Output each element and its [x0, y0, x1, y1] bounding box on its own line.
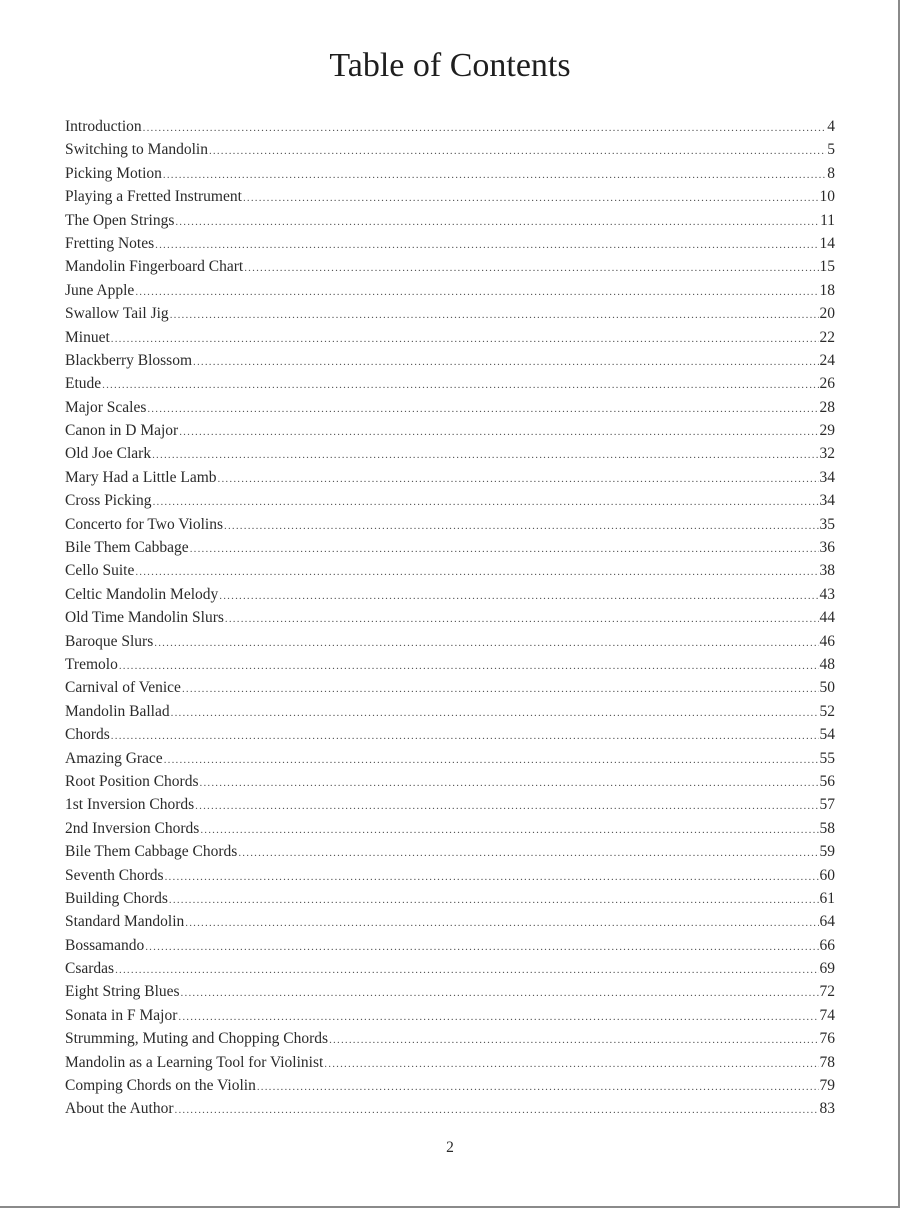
page-title: Table of Contents	[329, 47, 571, 84]
toc-entry-page: 18	[819, 281, 835, 299]
toc-entry[interactable]	[65, 232, 835, 255]
toc-entry[interactable]	[65, 419, 835, 442]
dot-leader	[135, 561, 818, 584]
toc-entry-page: 69	[819, 960, 835, 978]
toc-entry[interactable]	[65, 583, 835, 606]
toc-entry-title: Minuet	[65, 328, 110, 346]
toc-entry-title: Baroque Slurs	[65, 632, 154, 650]
toc-entry-title: Amazing Grace	[65, 749, 163, 767]
toc-entry-page: 79	[819, 1077, 835, 1095]
toc-entry-title: Canon in D Major	[65, 422, 179, 440]
toc-entry-page: 58	[819, 819, 835, 837]
dot-leader	[179, 421, 818, 444]
toc-entry[interactable]	[65, 676, 835, 699]
dot-leader	[181, 982, 819, 1005]
toc-entry-title: Old Time Mandolin Slurs	[65, 609, 224, 627]
dot-leader	[200, 772, 819, 795]
toc-entry-page: 8	[827, 164, 835, 182]
dot-leader	[153, 491, 819, 514]
toc-entry-page: 28	[819, 398, 835, 416]
toc-entry-page: 36	[819, 539, 835, 557]
toc-entry-title: Etude	[65, 375, 102, 393]
toc-entry-page: 72	[819, 983, 835, 1001]
toc-entry[interactable]	[65, 255, 835, 278]
toc-entry-page: 76	[819, 1030, 835, 1048]
toc-entry-title: Chords	[65, 726, 110, 744]
toc-entry-title: Cello Suite	[65, 562, 135, 580]
toc-entry-page: 11	[820, 211, 835, 229]
dot-leader	[190, 538, 819, 561]
toc-entry-title: Seventh Chords	[65, 866, 164, 884]
toc-entry[interactable]	[65, 1004, 835, 1027]
dot-leader	[145, 936, 818, 959]
dot-leader	[155, 234, 818, 257]
toc-entry[interactable]	[65, 1051, 835, 1074]
toc-entry-title: June Apple	[65, 281, 135, 299]
toc-entry-title: Standard Mandolin	[65, 913, 185, 931]
toc-entry[interactable]	[65, 770, 835, 793]
toc-entry-page: 48	[819, 655, 835, 673]
toc-entry-title: Comping Chords on the Violin	[65, 1077, 256, 1095]
toc-entry[interactable]	[65, 630, 835, 653]
toc-entry-title: Tremolo	[65, 655, 118, 673]
toc-entry-page: 56	[819, 772, 835, 790]
toc-entry[interactable]	[65, 793, 835, 816]
toc-entry-page: 10	[819, 188, 835, 206]
toc-entry-title: Mandolin Fingerboard Chart	[65, 258, 244, 276]
toc-entry-page: 20	[819, 305, 835, 323]
dot-leader	[143, 117, 827, 140]
toc-entry-page: 61	[819, 889, 835, 907]
toc-entry[interactable]	[65, 653, 835, 676]
dot-leader	[243, 187, 819, 210]
toc-entry-page: 24	[819, 351, 835, 369]
toc-entry-title: Concerto for Two Violins	[65, 515, 223, 533]
dot-leader	[115, 959, 818, 982]
toc-entry[interactable]	[65, 279, 835, 302]
toc-entry-page: 34	[819, 468, 835, 486]
toc-entry[interactable]	[65, 466, 835, 489]
dot-leader	[171, 702, 819, 725]
dot-leader	[218, 468, 819, 491]
dot-leader	[175, 211, 819, 234]
dot-leader	[111, 725, 819, 748]
toc-entry-title: Eight String Blues	[65, 983, 180, 1001]
toc-entry-title: Bossamando	[65, 936, 145, 954]
dot-leader	[195, 795, 818, 818]
dot-leader	[193, 351, 819, 374]
toc-entry-title: Bile Them Cabbage Chords	[65, 843, 238, 861]
toc-entry-page: 44	[819, 609, 835, 627]
table-of-contents	[65, 115, 835, 1121]
toc-entry[interactable]	[65, 489, 835, 512]
toc-entry-title: Switching to Mandolin	[65, 141, 208, 159]
toc-entry-page: 60	[819, 866, 835, 884]
toc-entry[interactable]	[65, 1027, 835, 1050]
dot-leader	[209, 140, 826, 163]
dot-leader	[200, 819, 818, 842]
dot-leader	[182, 678, 819, 701]
toc-entry[interactable]	[65, 817, 835, 840]
toc-entry-page: 83	[819, 1100, 835, 1118]
toc-entry-page: 29	[819, 422, 835, 440]
toc-entry-page: 43	[819, 585, 835, 603]
toc-entry-page: 55	[819, 749, 835, 767]
toc-entry-page: 4	[827, 118, 835, 135]
toc-entry[interactable]	[65, 1097, 835, 1120]
toc-entry-page: 50	[819, 679, 835, 697]
toc-entry-title: Celtic Mandolin Melody	[65, 585, 219, 603]
toc-entry[interactable]	[65, 887, 835, 910]
toc-entry-title: Introduction	[65, 118, 142, 135]
dot-leader	[225, 608, 819, 631]
toc-entry[interactable]	[65, 536, 835, 559]
dot-leader	[170, 304, 819, 327]
toc-entry-title: Mandolin as a Learning Tool for Violinist	[65, 1053, 324, 1071]
toc-entry-page: 5	[827, 141, 835, 159]
toc-entry[interactable]	[65, 185, 835, 208]
toc-entry[interactable]	[65, 559, 835, 582]
toc-entry[interactable]	[65, 349, 835, 372]
toc-entry-page: 52	[819, 702, 835, 720]
toc-entry-title: Root Position Chords	[65, 772, 199, 790]
dot-leader	[119, 655, 819, 678]
toc-entry-page: 38	[819, 562, 835, 580]
toc-entry-page: 57	[819, 796, 835, 814]
toc-entry[interactable]	[65, 864, 835, 887]
toc-entry-title: Mandolin Ballad	[65, 702, 170, 720]
dot-leader	[175, 1099, 819, 1122]
dot-leader	[163, 164, 826, 187]
toc-entry-title: The Open Strings	[65, 211, 175, 229]
toc-entry-page: 26	[819, 375, 835, 393]
toc-entry[interactable]	[65, 723, 835, 746]
toc-entry-page: 34	[819, 492, 835, 510]
dot-leader	[165, 866, 819, 889]
toc-entry-title: Playing a Fretted Instrument	[65, 188, 242, 206]
toc-entry-page: 15	[819, 258, 835, 276]
dot-leader	[324, 1053, 818, 1076]
toc-entry-title: Swallow Tail Jig	[65, 305, 169, 323]
toc-entry-page: 78	[819, 1053, 835, 1071]
toc-entry-title: Carnival of Venice	[65, 679, 181, 697]
toc-entry-title: About the Author	[65, 1100, 174, 1118]
toc-entry-title: Blackberry Blossom	[65, 351, 192, 369]
toc-entry-page: 14	[819, 234, 835, 252]
toc-entry-title: Bile Them Cabbage	[65, 539, 189, 557]
toc-entry[interactable]	[65, 209, 835, 232]
toc-entry[interactable]	[65, 513, 835, 536]
toc-entry[interactable]	[65, 606, 835, 629]
toc-entry[interactable]	[65, 326, 835, 349]
dot-leader	[244, 257, 818, 280]
toc-entry[interactable]	[65, 442, 835, 465]
toc-entry[interactable]	[65, 840, 835, 863]
toc-entry-page: 32	[819, 445, 835, 463]
toc-entry-title: Strumming, Muting and Chopping Chords	[65, 1030, 329, 1048]
toc-entry-page: 54	[819, 726, 835, 744]
dot-leader	[135, 281, 818, 304]
toc-entry-title: Major Scales	[65, 398, 147, 416]
toc-entry[interactable]	[65, 372, 835, 395]
toc-entry[interactable]	[65, 396, 835, 419]
dot-leader	[238, 842, 818, 865]
toc-entry[interactable]	[65, 957, 835, 980]
toc-entry[interactable]	[65, 115, 835, 138]
toc-entry[interactable]	[65, 700, 835, 723]
toc-entry[interactable]	[65, 302, 835, 325]
toc-entry-page: 66	[819, 936, 835, 954]
dot-leader	[111, 328, 819, 351]
dot-leader	[154, 632, 818, 655]
dot-leader	[178, 1006, 818, 1029]
dot-leader	[164, 749, 819, 772]
toc-entry-title: Fretting Notes	[65, 234, 155, 252]
toc-entry[interactable]	[65, 1074, 835, 1097]
dot-leader	[185, 912, 818, 935]
toc-entry-title: Csardas	[65, 960, 115, 978]
toc-entry[interactable]	[65, 138, 835, 161]
dot-leader	[102, 374, 818, 397]
toc-entry-page: 59	[819, 843, 835, 861]
toc-entry-title: Cross Picking	[65, 492, 152, 510]
toc-entry[interactable]	[65, 162, 835, 185]
toc-entry[interactable]	[65, 747, 835, 770]
toc-entry[interactable]	[65, 934, 835, 957]
toc-entry-title: 1st Inversion Chords	[65, 796, 195, 814]
dot-leader	[224, 515, 819, 538]
toc-entry-title: Sonata in F Major	[65, 1006, 178, 1024]
toc-entry-page: 35	[819, 515, 835, 533]
dot-leader	[152, 444, 818, 467]
toc-entry-title: Mary Had a Little Lamb	[65, 468, 217, 486]
toc-entry-title: 2nd Inversion Chords	[65, 819, 200, 837]
toc-entry-title: Picking Motion	[65, 164, 162, 182]
toc-entry[interactable]	[65, 980, 835, 1003]
dot-leader	[329, 1029, 818, 1052]
toc-entry-page: 46	[819, 632, 835, 650]
toc-entry-page: 22	[819, 328, 835, 346]
toc-entry[interactable]	[65, 910, 835, 933]
dot-leader	[219, 585, 818, 608]
dot-leader	[257, 1076, 819, 1099]
dot-leader	[169, 889, 819, 912]
toc-entry-title: Building Chords	[65, 889, 168, 907]
page-number: 2	[446, 1139, 454, 1156]
dot-leader	[147, 398, 818, 421]
toc-entry-page: 74	[819, 1006, 835, 1024]
toc-entry-page: 64	[819, 913, 835, 931]
toc-entry-title: Old Joe Clark	[65, 445, 152, 463]
